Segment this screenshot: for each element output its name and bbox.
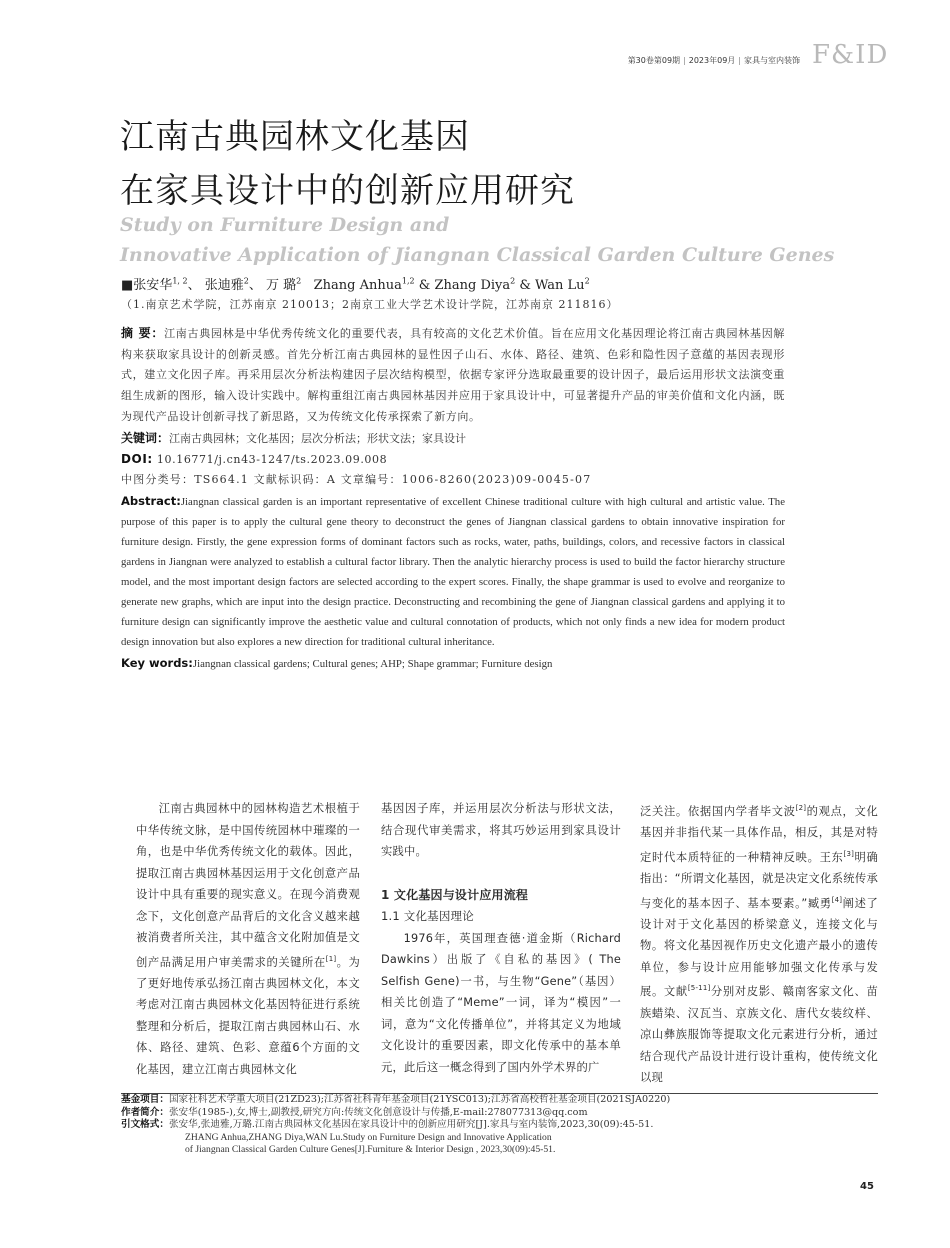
author-1: 张安华 bbox=[133, 278, 173, 293]
abstract-english: Abstract:Jiangnan classical garden is an important representative of excellent Chinese traditional culture with high cultural and artistic value. The purpose of this paper is to apply the cultural gene theory to deconstruct the genes of Jiangnan classical gardens to obtain innovative inspiration for furniture design. Firstly, the gene expression forms of dominant factors such as rocks, water, paths, buildings, colors, and recessive factors in classical gardens in Jiangnan were analyzed to establish a cultural factor library. Then the analytic hierarchy process is used to build the factor hierarchy structure model, and the most important design factors are selected according to the expert scores. Finally, the shape grammar is used to evolve and reorganize to generate new graphs, which are input into the design practice. Deconstructing and recombining the gene of Jiangnan classical gardens and applying it to furniture design can significantly improve the aesthetic value and cultural connotation of products, which not only finds a new idea for modern product design innovation but also explores a new direction for traditional cultural inheritance. bbox=[121, 493, 785, 649]
footnotes bbox=[121, 1094, 881, 1157]
page-number: 45 bbox=[860, 1181, 874, 1192]
body-column-1 bbox=[136, 798, 360, 1080]
header-date: 2023年09月 bbox=[688, 56, 736, 65]
section-heading: 1 文化基因与设计应用流程 bbox=[381, 887, 529, 902]
classification-number: 中图分类号：TS664.1 文献标识码：A 文章编号：1006-8260(2023)09-0045-07 bbox=[121, 472, 592, 486]
doi: DOI: 10.16771/j.cn43-1247/ts.2023.09.008 bbox=[121, 451, 388, 466]
citation-format-en-1: ZHANG Anhua,ZHANG Diya,WAN Lu.Study on Furniture Design and Innovative Application bbox=[185, 1131, 552, 1143]
citation-ref[interactable]: [3] bbox=[843, 849, 855, 858]
title-en-line1: Study on Furniture Design and bbox=[120, 214, 450, 236]
abstract-chinese: 摘 要：江南古典园林是中华优秀传统文化的重要代表，具有较高的文化艺术价值。旨在应用文化基因理论将江南古典园林基因解构来获取家具设计的创新灵感。首先分析江南古典园林的显性因子山石、水体、路径、建筑、色彩和隐性因子意蕴的基因表现形式，建立文化因子库。再采用层次分析法构建因子层次结构模型，依据专家评分选取最重要的设计因子，最后运用形状文法演变重组生成新的图形，输入设计实践中。解构重组江南古典园林基因并应用于家具设计中，可显著提升产品的审美价值和文化内涵，既为现代产品设计创新寻找了新思路，又为传统文化传承探索了新方向。 bbox=[121, 326, 786, 423]
citation-format-en-2: of Jiangnan Classical Garden Culture Genes[J].Furniture & Interior Design , 2023,30(09):45-51. bbox=[185, 1144, 556, 1155]
subsection-heading: 1.1 文化基因理论 bbox=[381, 909, 474, 923]
citation-ref[interactable]: [5-11] bbox=[687, 984, 711, 993]
header-volume: 第30卷第09期 bbox=[627, 56, 681, 65]
paragraph: 泛关注。依据国内学者毕文波[2]的观点，文化基因并非指代某一具体作品，相反，其是对特定时代本质特征的一种精神反映。王东[3]明确指出：“所谓文化基因，就是决定文化系统传承与变化的基本因子、基本要素。”臧勇[4]阐述了设计对于文化基因的桥梁意义，连接文化与物。将文化基因视作历史文化遗产最小的遗传单位，参与设计应用能够加强文化传承与发展。文献[5-11]分别对皮影、赣南客家文化、苗族蜡染、汉瓦当、京族文化、唐代女装纹样、凉山彝族服饰等提取文化元素进行分析，通过结合现代产品设计进行设计重构，使传统文化以现 bbox=[640, 804, 878, 1085]
title-english bbox=[120, 210, 835, 270]
running-header: 第30卷第09期 | 2023年09月 | 家具与室内装饰 bbox=[627, 56, 800, 65]
paragraph: 基因因子库，并运用层次分析法与形状文法，结合现代审美需求，将其巧妙运用到家具设计实践中。 bbox=[381, 802, 621, 858]
title-en-line2: Innovative Application of Jiangnan Classical Garden Culture Genes bbox=[120, 244, 835, 266]
citation-ref[interactable]: [4] bbox=[831, 895, 843, 904]
author-en-1: Zhang Anhua bbox=[313, 278, 402, 293]
body-column-3 bbox=[640, 798, 878, 1089]
title-chinese bbox=[120, 110, 820, 218]
paragraph: 江南古典园林中的园林构造艺术根植于中华传统文脉，是中国传统园林中璀璨的一角，也是中华优秀传统文化的载体。因此，提取江南古典园林基因运用于文化创意产品设计中具有重要的现实意义。在现今消费观念下，文化创意产品背后的文化含义越来越被消费者所关注，其中蕴含文化附加值是文创产品满足用户审美需求的关键所在[1]。为了更好地传承弘扬江南古典园林文化，本文考虑对江南古典园林文化基因特征进行系统整理和分析后，提取江南古典园林山石、水体、路径、建筑、色彩、意蕴6个方面的文化基因，建立江南古典园林文化 bbox=[136, 802, 361, 1076]
fund-note: 基金项目：国家社科艺术学重大项目(21ZD23);江苏省社科青年基金项目(21YSC013);江苏省高校哲社基金项目(2021SJA0220) bbox=[121, 1094, 671, 1105]
citation-ref[interactable]: [2] bbox=[795, 804, 807, 812]
author-line: ■张安华$^{1, 2}$、 张迪雅$^2$、 万 璐$^2$ Zhang Anhua$^{1,2}$ & Zhang Diya$^2$ & Wan Lu$^2$ bbox=[121, 276, 590, 293]
citation-format: 引文格式：张安华,张迪雅,万璐.江南古典园林文化基因在家具设计中的创新应用研究[J].家具与室内装饰,2023,30(09):45-51. bbox=[121, 1119, 654, 1130]
author-note: 作者简介：张安华(1985-),女,博士,副教授,研究方向:传统文化创意设计与传播,E-mail:278077313@qq.com bbox=[121, 1106, 588, 1118]
title-cn-line1: 江南古典园林文化基因 bbox=[120, 117, 470, 157]
author-2: 张迪雅 bbox=[204, 278, 244, 293]
paragraph: 1976年，英国理查德·道金斯（Richard Dawkins）出版了《自私的基因》( The Selfish Gene)一书，与生物“Gene”（基因）相关比创造了“Meme”一词，译为“模因”一词，意为“文化传播单位”，并将其定义为地域文化设计的重要因素，即文化传承中的基本单元，此后这一概念得到了国内外学术界的广 bbox=[381, 931, 621, 1074]
title-cn-line2: 在家具设计中的创新应用研究 bbox=[120, 171, 575, 211]
citation-ref[interactable]: [1] bbox=[325, 954, 337, 963]
keywords-english: Key words:Jiangnan classical gardens; Cultural genes; AHP; Shape grammar; Furniture design bbox=[121, 656, 553, 671]
header-journal: 家具与室内装饰 bbox=[744, 56, 800, 65]
affiliations: （1.南京艺术学院，江苏南京 210013；2南京工业大学艺术设计学院，江苏南京 211816） bbox=[121, 298, 619, 311]
keywords-chinese: 关键词：江南古典园林；文化基因；层次分析法；形状文法；家具设计 bbox=[121, 430, 467, 445]
abstract-block bbox=[121, 323, 785, 675]
journal-logo: F&ID bbox=[812, 40, 889, 70]
author-3: 万 璐 bbox=[266, 278, 297, 293]
body-column-2 bbox=[381, 798, 621, 1078]
